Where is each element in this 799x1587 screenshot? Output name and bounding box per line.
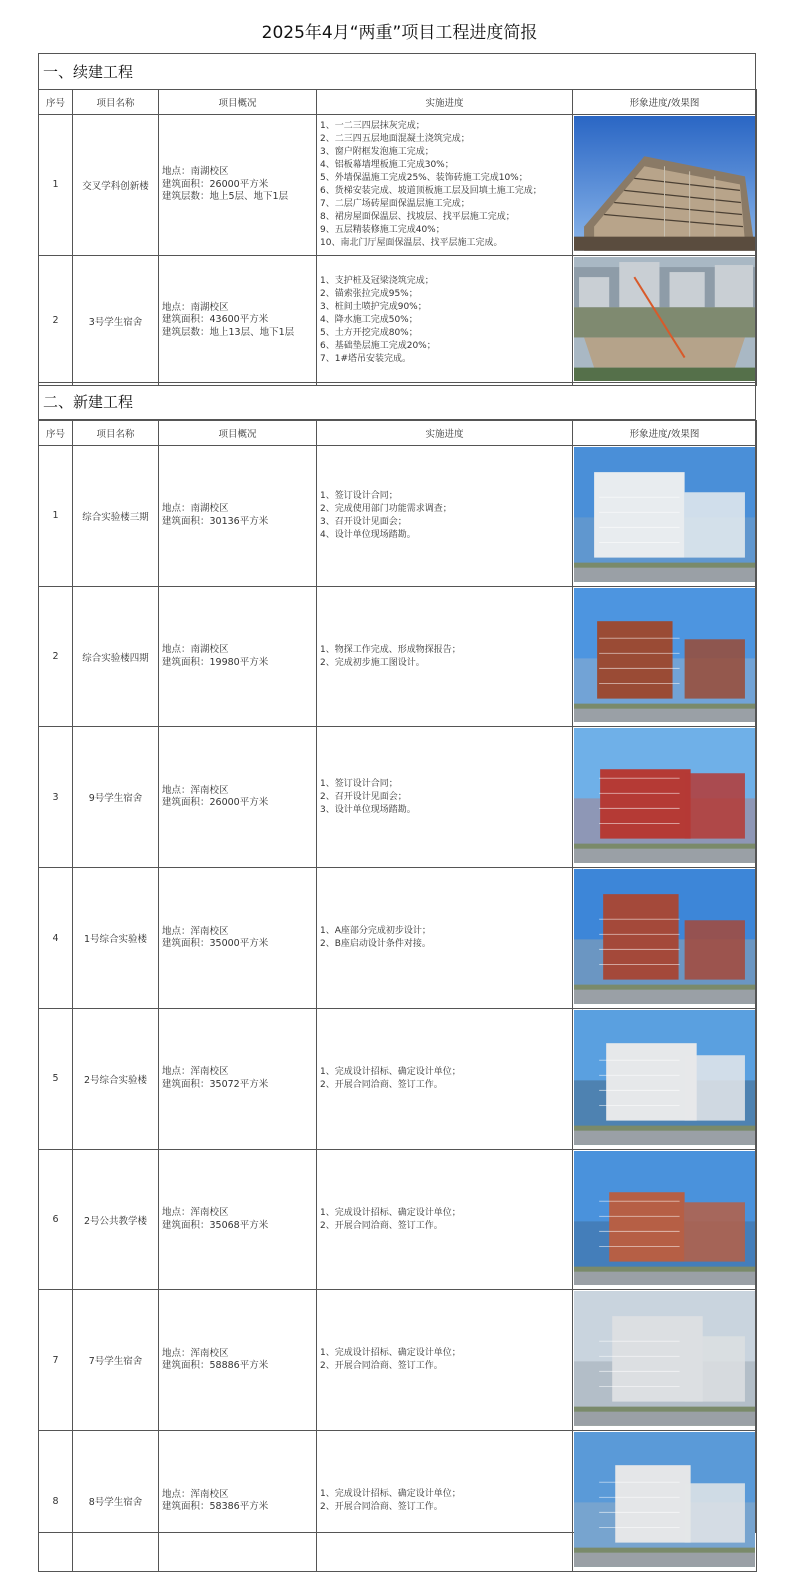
project-progress: 1、完成设计招标、确定设计单位； 2、开展合同洽商、签订工作。 xyxy=(317,1149,573,1290)
project-name: 综合实验楼四期 xyxy=(73,586,159,727)
header-no: 序号 xyxy=(39,421,73,446)
header-overview: 项目概况 xyxy=(159,421,317,446)
progress-image xyxy=(573,446,757,587)
project-name: 2号综合实验楼 xyxy=(73,1008,159,1149)
project-name: 交叉学科创新楼 xyxy=(73,115,159,256)
progress-image xyxy=(573,1149,757,1290)
rendering-dorm-red xyxy=(574,728,755,866)
rendering-lab-white xyxy=(574,1010,755,1148)
header-no: 序号 xyxy=(39,90,73,115)
row-no: 8 xyxy=(39,1431,73,1572)
project-overview: 地点：浑南校区 建筑面积：35068平方米 xyxy=(159,1149,317,1290)
header-image: 形象进度/效果图 xyxy=(573,421,757,446)
project-overview: 地点：南湖校区 建筑面积：30136平方米 xyxy=(159,446,317,587)
project-overview: 地点：浑南校区 建筑面积：26000平方米 xyxy=(159,727,317,868)
table-header-row xyxy=(39,90,757,115)
table-row xyxy=(39,868,757,1009)
table-row xyxy=(39,586,757,727)
row-no: 6 xyxy=(39,1149,73,1290)
project-name: 7号学生宿舍 xyxy=(73,1290,159,1431)
project-progress: 1、完成设计招标、确定设计单位； 2、开展合同洽商、签订工作。 xyxy=(317,1431,573,1572)
row-no: 2 xyxy=(39,586,73,727)
progress-image xyxy=(573,255,757,386)
header-name: 项目名称 xyxy=(73,90,159,115)
rendering-teaching xyxy=(574,1151,755,1289)
progress-image xyxy=(573,727,757,868)
project-progress: 1、签订设计合同； 2、完成使用部门功能需求调查； 3、召开设计见面会； 4、设计单位现场踏勘。 xyxy=(317,446,573,587)
row-no: 7 xyxy=(39,1290,73,1431)
header-progress: 实施进度 xyxy=(317,90,573,115)
progress-image xyxy=(573,586,757,727)
project-name: 3号学生宿舍 xyxy=(73,255,159,386)
table-row xyxy=(39,1431,757,1572)
row-no: 5 xyxy=(39,1008,73,1149)
progress-image xyxy=(573,868,757,1009)
project-overview: 地点：浑南校区 建筑面积：35072平方米 xyxy=(159,1008,317,1149)
project-name: 9号学生宿舍 xyxy=(73,727,159,868)
header-image: 形象进度/效果图 xyxy=(573,90,757,115)
project-overview: 地点：南湖校区 建筑面积：19980平方米 xyxy=(159,586,317,727)
section-heading-continued: 一、续建工程 xyxy=(38,53,756,90)
project-progress: 1、签订设计合同； 2、召开设计见面会； 3、设计单位现场踏勘。 xyxy=(317,727,573,868)
header-name: 项目名称 xyxy=(73,421,159,446)
progress-image xyxy=(573,1431,757,1572)
project-progress: 1、一二三四层抹灰完成； 2、二三四五层地面混凝土浇筑完成； 3、窗户附框发泡施工完成； 4、铝板幕墙埋板施工完成30%； 5、外墙保温施工完成25%、装饰砖施工完成10%； 6、货梯安装完成、坡道顶板施工层及回填土施工完成； 7、二层广场砖屋面保温层施工完成； 8、裙房屋面保温层、找坡层、找平层施工完成； 9、五层精装修施工完成40%； 10、南北门厅屋面保温层、找平层施工完成。 xyxy=(317,115,573,256)
project-progress: 1、支护桩及冠梁浇筑完成； 2、锚索张拉完成95%； 3、桩间土喷护完成90%； 4、降水施工完成50%； 5、土方开挖完成80%； 6、基础垫层施工完成20%； 7、1#塔吊安装完成。 xyxy=(317,255,573,386)
construction-site-photo xyxy=(574,116,755,254)
table-header-row xyxy=(39,421,757,446)
project-overview: 地点：南湖校区 建筑面积：26000平方米 建筑层数：地上5层、地下1层 xyxy=(159,115,317,256)
row-no: 2 xyxy=(39,255,73,386)
project-progress: 1、A座部分完成初步设计； 2、B座启动设计条件对接。 xyxy=(317,868,573,1009)
continued-projects-table xyxy=(38,89,757,386)
row-no: 4 xyxy=(39,868,73,1009)
page-title: 2025年4月“两重”项目工程进度简报 xyxy=(261,23,538,43)
row-no: 1 xyxy=(39,115,73,256)
table-row xyxy=(39,446,757,587)
rendering-lab xyxy=(574,588,755,726)
rendering-tower xyxy=(574,447,755,585)
progress-image xyxy=(573,115,757,256)
project-name: 8号学生宿舍 xyxy=(73,1431,159,1572)
table-row xyxy=(39,1008,757,1149)
rendering-dorm-aerial xyxy=(574,1291,755,1429)
rendering-dorm-courtyard xyxy=(574,1432,755,1570)
project-name: 2号公共教学楼 xyxy=(73,1149,159,1290)
project-overview: 地点：浑南校区 建筑面积：58886平方米 xyxy=(159,1290,317,1431)
row-no: 3 xyxy=(39,727,73,868)
table-row xyxy=(39,1149,757,1290)
header-progress: 实施进度 xyxy=(317,421,573,446)
project-overview: 地点：浑南校区 建筑面积：35000平方米 xyxy=(159,868,317,1009)
progress-image xyxy=(573,1290,757,1431)
project-progress: 1、完成设计招标、确定设计单位； 2、开展合同洽商、签订工作。 xyxy=(317,1008,573,1149)
rendering-lab-red xyxy=(574,869,755,1007)
project-progress: 1、完成设计招标、确定设计单位； 2、开展合同洽商、签订工作。 xyxy=(317,1290,573,1431)
project-overview: 地点：南湖校区 建筑面积：43600平方米 建筑层数：地上13层、地下1层 xyxy=(159,255,317,386)
project-name: 综合实验楼三期 xyxy=(73,446,159,587)
section-heading-new: 二、新建工程 xyxy=(38,382,756,420)
progress-image xyxy=(573,1008,757,1149)
project-progress: 1、物探工作完成、形成物探报告； 2、完成初步施工图设计。 xyxy=(317,586,573,727)
row-no: 1 xyxy=(39,446,73,587)
project-overview: 地点：浑南校区 建筑面积：58386平方米 xyxy=(159,1431,317,1572)
table-row xyxy=(39,727,757,868)
table-row xyxy=(39,255,757,386)
table-row xyxy=(39,1290,757,1431)
new-projects-table xyxy=(38,420,757,1572)
table-row xyxy=(39,115,757,256)
project-name: 1号综合实验楼 xyxy=(73,868,159,1009)
header-overview: 项目概况 xyxy=(159,90,317,115)
excavation-site-photo xyxy=(574,257,755,385)
